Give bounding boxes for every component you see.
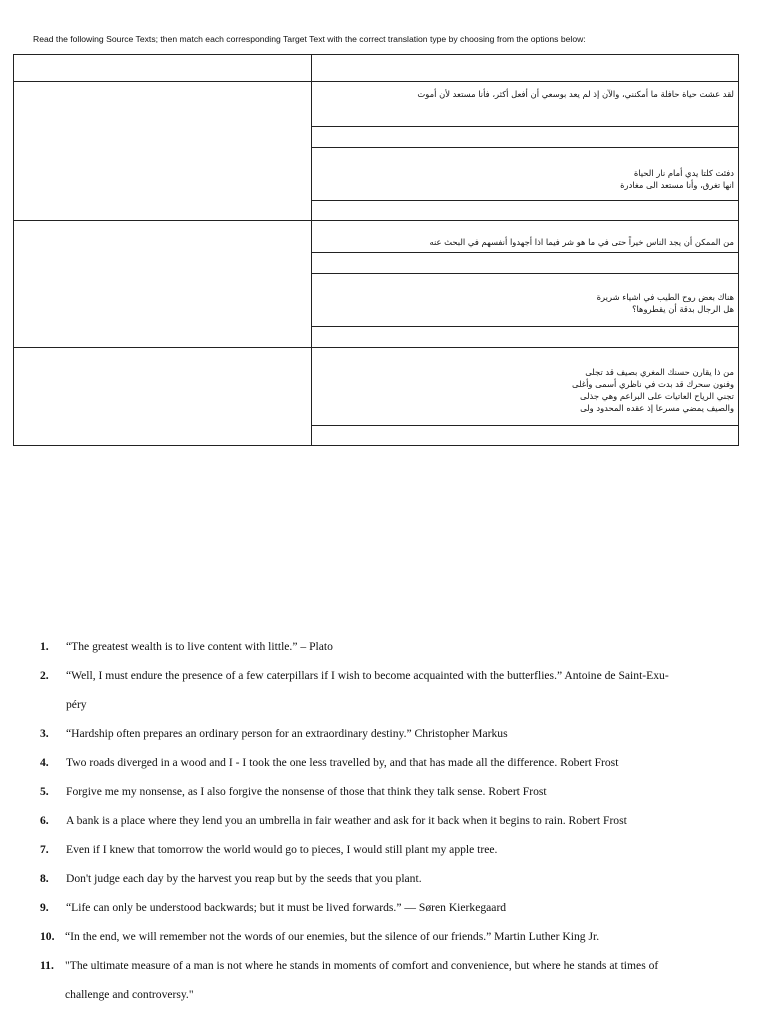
arabic-line: لقد عشت حياة حافلة ما أمكنني، والآن إذ لم يعد بوسعي أن أفعل أكثر، فأنا مستعد لأن أموت xyxy=(417,89,734,99)
table-row xyxy=(14,82,739,127)
item-number: 8. xyxy=(40,872,49,885)
arabic-line: هناك بعض روح الطيب في اشياء شريرة xyxy=(596,292,734,302)
quote-text: A bank is a place where they lend you an umbrella in fair weather and ask for it back when it begins to rain. Robert Frost xyxy=(66,814,627,827)
translation-type-cell[interactable] xyxy=(312,253,739,274)
list-item xyxy=(40,777,740,806)
item-number: 6. xyxy=(40,814,49,827)
item-number: 7. xyxy=(40,843,49,856)
translation-type-cell[interactable] xyxy=(312,127,739,148)
answer-cell[interactable] xyxy=(14,348,312,446)
table-row xyxy=(14,221,739,253)
list-item xyxy=(40,806,740,835)
quote-text: “Hardship often prepares an ordinary person for an extraordinary destiny.” Christopher Markus xyxy=(66,727,508,740)
item-number: 10. xyxy=(40,930,55,943)
list-item xyxy=(40,661,740,690)
list-item-continuation xyxy=(40,980,740,1009)
instructions-text: Read the following Source Texts; then match each corresponding Target Text with the correct translation type by choosing from the options below: xyxy=(33,34,586,44)
answer-cell[interactable] xyxy=(14,82,312,221)
arabic-line: انها تغرق، وأنا مستعد الى مغادرة xyxy=(620,180,734,190)
target-text-cell xyxy=(312,348,739,426)
list-item xyxy=(40,922,740,951)
item-number: 9. xyxy=(40,901,49,914)
arabic-line: دفئت كلتا يدي أمام نار الحياة xyxy=(633,168,734,178)
quote-text: péry xyxy=(66,698,87,711)
list-item-continuation xyxy=(40,690,740,719)
source-header-cell xyxy=(14,55,312,82)
translation-type-cell[interactable] xyxy=(312,327,739,348)
quote-text: “In the end, we will remember not the words of our enemies, but the silence of our friends.” Martin Luther King Jr. xyxy=(65,930,600,943)
quote-text: Don't judge each day by the harvest you reap but by the seeds that you plant. xyxy=(66,872,422,885)
translation-type-cell[interactable] xyxy=(312,426,739,446)
list-item xyxy=(40,719,740,748)
quote-text: "The ultimate measure of a man is not where he stands in moments of comfort and convenience, but where he stands at times of xyxy=(65,959,659,972)
item-number: 3. xyxy=(40,727,49,740)
quote-text: Even if I knew that tomorrow the world would go to pieces, I would still plant my apple tree. xyxy=(66,843,498,856)
quote-text: challenge and controversy." xyxy=(65,988,194,1001)
table-header-row xyxy=(14,55,739,82)
target-text-cell xyxy=(312,148,739,201)
target-text-cell xyxy=(312,274,739,327)
item-number: 1. xyxy=(40,640,49,653)
arabic-line: من الممكن أن يجد الناس خيراً حتى في ما هو شر فيما اذا أجهدوا أنفسهم في البحث عنه xyxy=(429,237,734,247)
quote-text: “Life can only be understood backwards; but it must be lived forwards.” — Søren Kierkegaard xyxy=(66,901,507,914)
arabic-line: من ذا يقارن حسنك المغري بصيف قد تجلى xyxy=(585,367,734,377)
item-number: 5. xyxy=(40,785,49,798)
arabic-line: هل الرجال بدقة أن يقطروها؟ xyxy=(632,304,734,314)
quote-text: “Well, I must endure the presence of a few caterpillars if I wish to become acquainted with the butterflies.” Antoine de Saint-Exu- xyxy=(66,669,669,682)
quotes-list xyxy=(40,632,740,1009)
arabic-line: وفنون سحرك قد بدت في ناظري أسمى وأغلى xyxy=(571,379,734,389)
list-item xyxy=(40,748,740,777)
translation-type-cell[interactable] xyxy=(312,201,739,221)
item-number: 2. xyxy=(40,669,49,682)
list-item xyxy=(40,835,740,864)
quote-text: Forgive me my nonsense, as I also forgive the nonsense of those that think they talk sense. Robert Frost xyxy=(66,785,547,798)
list-item xyxy=(40,951,740,980)
quote-text: “The greatest wealth is to live content with little.” – Plato xyxy=(66,640,333,653)
list-item xyxy=(40,632,740,661)
item-number: 4. xyxy=(40,756,49,769)
list-item xyxy=(40,893,740,922)
arabic-line: والصيف يمضي مسرعا إذ عقده المحدود ولى xyxy=(580,403,734,413)
target-header-cell xyxy=(312,55,739,82)
item-number: 11. xyxy=(40,959,54,972)
quote-text: Two roads diverged in a wood and I - I took the one less travelled by, and that has made all the difference. Robert Frost xyxy=(66,756,619,769)
answer-cell[interactable] xyxy=(14,221,312,348)
arabic-line: تجني الرياح العاتيات على البراعم وهي جذلى xyxy=(580,391,734,401)
target-text-cell xyxy=(312,82,739,127)
list-item xyxy=(40,864,740,893)
target-text-cell xyxy=(312,221,739,253)
table-row xyxy=(14,348,739,426)
matching-table xyxy=(13,54,739,446)
